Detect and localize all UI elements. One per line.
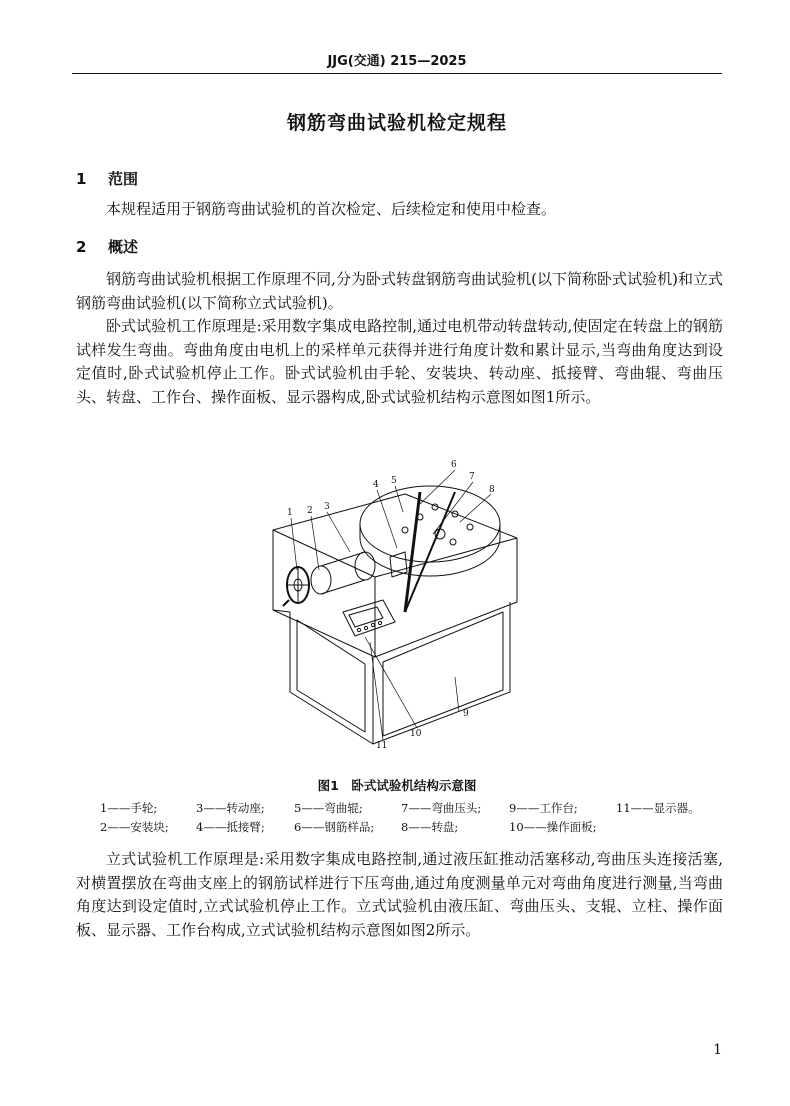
legend-item: 2——安装块; [100,820,169,834]
legend-item: 1——手轮; [100,801,158,815]
paragraph: 卧式试验机工作原理是:采用数字集成电路控制,通过电机带动转盘转动,使固定在转盘上的钢筋试样发生弯曲。弯曲角度由电机上的采样单元获得并进行角度计数和累计显示,当弯曲角度达到设定值时,卧式试验机停止工作。卧式试验机由手轮、安装块、转动座、抵接臂、弯曲辊、弯曲压头、转盘、工作台、操作面板、显示器构成,卧式试验机结构示意图如图1所示。 [76,317,723,406]
running-header: JJG(交通) 215—2025 [327,54,467,69]
figure-1-diagram [255,452,545,752]
callout-10: 10 [410,729,422,739]
legend-item: 9——工作台; [509,801,578,815]
document-title: 钢筋弯曲试验机检定规程 [286,112,507,134]
callout-5: 5 [391,476,397,486]
legend-item: 10——操作面板; [509,820,597,834]
section-number: 2 [76,238,87,256]
paragraph: 钢筋弯曲试验机根据工作原理不同,分为卧式转盘钢筋弯曲试验机(以下简称卧式试验机)和立式钢筋弯曲试验机(以下简称立式试验机)。 [76,270,723,312]
callout-1: 1 [287,508,293,518]
callout-11: 11 [376,741,388,751]
section-title: 概述 [108,238,139,256]
callout-6: 6 [451,460,457,470]
callout-2: 2 [307,506,313,516]
legend-item: 4——抵接臂; [196,820,265,834]
section-number: 1 [76,170,87,188]
callout-9: 9 [463,709,469,719]
legend-item: 11——显示器。 [616,801,700,815]
legend-item: 5——弯曲辊; [294,801,363,815]
callout-7: 7 [469,472,475,482]
legend-item: 7——弯曲压头; [401,801,482,815]
paragraph: 本规程适用于钢筋弯曲试验机的首次检定、后续检定和使用中检查。 [106,200,557,218]
section-heading-1 [76,168,138,189]
section-title: 范围 [108,170,139,188]
figure-caption: 图1 卧式试验机结构示意图 [317,778,477,793]
legend-item: 8——转盘; [401,820,459,834]
paragraph-overview [76,268,723,409]
figure-legend [100,800,700,834]
page-number: 1 [713,1042,722,1058]
legend-item: 3——转动座; [196,801,265,815]
callout-8: 8 [489,485,495,495]
callout-4: 4 [373,480,379,490]
callout-3: 3 [324,502,330,512]
paragraph-vertical [76,848,723,942]
paragraph: 立式试验机工作原理是:采用数字集成电路控制,通过液压缸推动活塞移动,弯曲压头连接活塞,对横置摆放在弯曲支座上的钢筋试样进行下压弯曲,通过角度测量单元对弯曲角度进行测量,当弯曲角度达到设定值时,立式试验机停止工作。立式试验机由液压缸、弯曲压头、支辊、立柱、操作面板、显示器、工作台构成,立式试验机结构示意图如图2所示。 [76,850,723,939]
header-rule [72,73,722,74]
paragraph-scope [76,198,723,222]
section-heading-2 [76,236,138,257]
legend-item: 6——钢筋样品; [294,820,375,834]
